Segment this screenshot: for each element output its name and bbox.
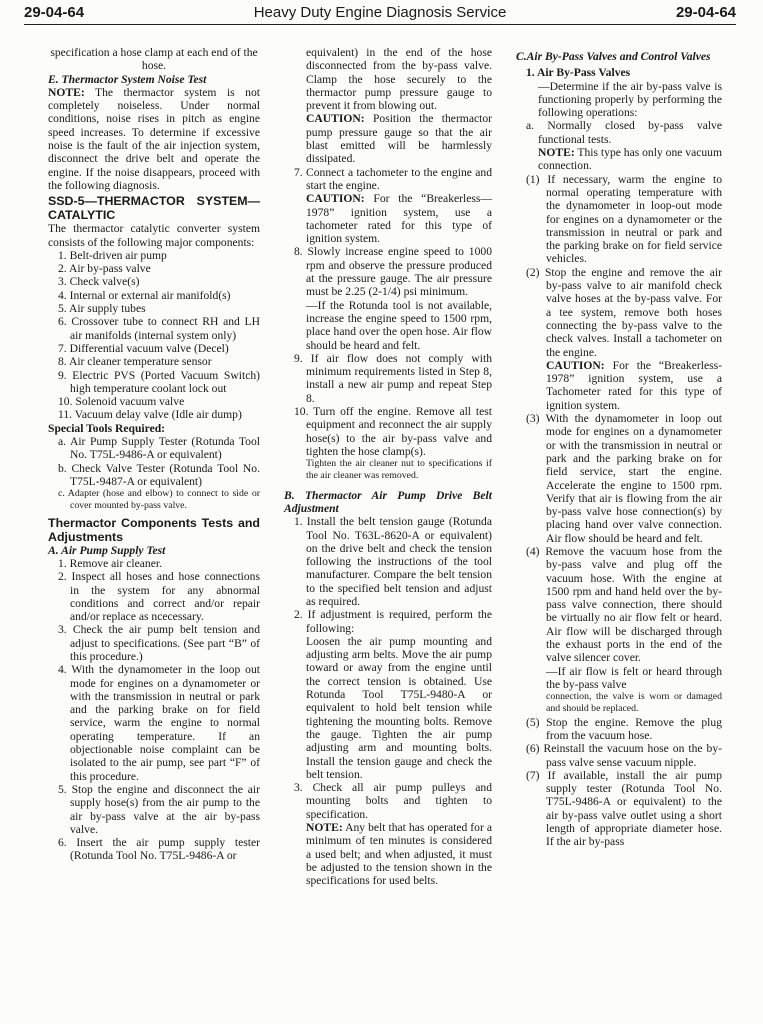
list-item: (3) With the dynamometer in loop out mode for engines on a dynamometer or with the transmission in neutral or park and the parking brake on for field service, start the engine. Accelerate the engine to 1500 rpm. Verify that air is flowing from the air by-pass valve hose connection(s) by placing hand over valve connection. Air flow should be heard and felt. [526,412,722,545]
list-item: (2) Stop the engine and remove the air by-pass valve to air manifold check valve hoses at the by-pass valve. For a tee system, remove both hoses connecting the by-pass valve to the check valves. Install a tachometer on the engine. [526,265,722,359]
list-item-continuation: Loosen the air pump mounting and adjusting arm belts. Move the air pump toward or away from the engine until the correct tension is obtained. Use Rotunda Tool T75L-9480-A or equivalent to hold belt tension while tightening the mounting bolts. Remove the gauge. Tighten the air pump adjusting arm and mounting bolts. Install the tension gauge and check the belt tension. [306,634,492,781]
list-item: 2. Air by-pass valve [58,262,151,276]
list-item: (6) Reinstall the vacuum hose on the by-pass valve sense vacuum nipple. [526,742,722,769]
list-item: 5. Stop the engine and disconnect the air supply hose(s) from the air pump to the air by-pass valve at the air by-pass valve. [58,782,260,836]
caution-note: CAUTION: For the “Breakerless—1978” ignition system, use a tachometer rated for this type of ignition system. [306,192,492,246]
continued-text: specification a hose clamp at each end of the hose. [50,46,258,73]
list-item: 8. Air cleaner temperature sensor [58,355,212,369]
list-item: 1. Remove air cleaner. [58,556,162,570]
list-item: 10. Turn off the engine. Remove all test equipment and reconnect the air supply hose(s) to the air by-pass valve and tighten the hose clamp(s). [294,405,492,458]
list-item: 10. Solenoid vacuum valve [58,395,185,409]
column-middle [284,46,492,888]
list-item: 7. Differential vacuum valve (Decel) [58,341,229,355]
continued-text: equivalent) in the end of the hose disconnected from the by-pass valve. Clamp the hose securely to the thermactor pump pressure gauge to prevent it from blowing out. [306,46,492,113]
list-item: b. Check Valve Tester (Rotunda Tool No. T75L-9487-A or equivalent) [58,461,260,488]
caution-note: CAUTION: Position the thermactor pump pressure gauge so that the air blast emitted will be harmlessly dissipated. [306,112,492,166]
list-item: 5. Air supply tubes [58,302,146,316]
page-header [24,4,736,26]
column-right [516,46,722,849]
ssd-intro: The thermactor catalytic converter system consists of the following major components: [48,222,260,249]
list-item: 3. Check all air pump pulleys and mounting bolts and tighten to specification. [294,781,492,821]
column-left [48,46,260,863]
tests-heading: Thermactor Components Tests and Adjustments [48,515,260,544]
list-item: 1. Install the belt tension gauge (Rotunda Tool No. T63L-8620-A or equivalent) on the drive belt and check the tension following the instructions of the tool manufacturer. Compare the belt tension to the specified belt tension and adjust as required. [294,515,492,608]
list-item-continuation: —If air flow is felt or heard through the by-pass valve [546,664,722,691]
list-item: 8. Slowly increase engine speed to 1000 rpm and observe the pressure produced at the pressure gauge. The air pressure must be 2.25 (2-1/4) psi minimum. [294,245,492,299]
list-item: a. Air Pump Supply Tester (Rotunda Tool No. T75L-9486-A or equivalent) [58,435,260,462]
list-item-continuation: Tighten the air cleaner nut to specifications if the air cleaner was removed. [306,458,492,482]
note-text: NOTE: This type has only one vacuum connection. [538,146,722,173]
list-item: 6. Crossover tube to connect RH and LH air manifolds (internal system only) [58,315,260,342]
list-item: 7. Connect a tachometer to the engine and start the engine. [294,165,492,192]
section-b-heading: B. Thermactor Air Pump Drive Belt Adjustment [284,488,492,515]
section-e-note: NOTE: The thermactor system is not completely noiseless. Under normal conditions, noise rises in pitch as engine speed increases. To determine if excessive noise is the fault of the air injection system, disconnect the drive belt and operate the engine. If the noise disappears, proceed with the following diagnosis. [48,85,260,192]
list-item-continuation: connection, the valve is worn or damaged and should be replaced. [546,691,722,715]
list-item: (4) Remove the vacuum hose from the by-pass valve and plug off the vacuum hose. With the engine at 1500 rpm and hand held over the by-pass valve connection, there should be virtually no air flow felt or heard. Air flow will be discharged through the exhaust ports in the end of the valve silencer cover. [526,544,722,665]
ssd-heading: SSD-5—THERMACTOR SYSTEM—CATALYTIC [48,194,260,223]
list-item: 9. Electric PVS (Ported Vacuum Switch) high temperature coolant lock out [58,368,260,395]
section-c-heading: C.Air By-Pass Valves and Control Valves [516,50,711,63]
list-item: 1. Belt-driven air pump [58,248,167,262]
list-item: 3. Check valve(s) [58,275,140,289]
page-title: Heavy Duty Engine Diagnosis Service [253,4,507,21]
list-item: 6. Insert the air pump supply tester (Rotunda Tool No. T75L-9486-A or [58,836,260,863]
list-item: 4. Internal or external air manifold(s) [58,288,231,302]
section-a-heading: A. Air Pump Supply Test [48,543,166,557]
list-item: (7) If available, install the air pump supply tester (Rotunda Tool No. T75L-9486-A or equivalent) to the air by-pass valve outlet using a short length of appropriate diameter hose. If the air by-pass [526,768,722,849]
list-item: a. Normally closed by-pass valve functional tests. [526,119,722,146]
list-item: 4. With the dynamometer in the loop out mode for engines on a dynamometer or with the transmission in neutral or park and the parking brake on for field service, warm the engine to normal operating temperature. If an objectionable noise complaint can be isolated to the air pump, see part “F” of this procedure. [58,663,260,783]
list-item: 11. Vacuum delay valve (Idle air dump) [58,408,242,422]
list-item-continuation: —If the Rotunda tool is not available, increase the engine speed to 1500 rpm, place hand over the open hose. Air flow should be heard and felt. [306,298,492,352]
list-item: 2. Inspect all hoses and hose connections in the system for any abnormal conditions and correct and/or repair and/or replace as ncecessary. [58,570,260,624]
note-text: NOTE: Any belt that has operated for a minimum of ten minutes is considered a used belt; and when adjusted, it must be adjusted to the tension shown in the specifications for used belts. [306,821,492,888]
page-number-right: 29-04-64 [675,4,736,21]
subsection-heading: 1. Air By-Pass Valves [526,66,631,80]
section-e-heading: E. Thermactor System Noise Test [48,72,207,86]
tools-heading: Special Tools Required: [48,421,166,435]
page-number-left: 29-04-64 [24,4,85,21]
list-item: 3. Check the air pump belt tension and adjust to specifications. (See part “B” of this procedure.) [58,623,260,663]
list-item: (1) If necessary, warm the engine to normal operating temperature with the dynamometer in loop-out mode for engines on a dynamometer or the transmission in neutral or park and the parking brake on for field service vehicles. [526,172,722,266]
list-item: 9. If air flow does not comply with minimum requirements listed in Step 8, install a new air pump and repeat Step 8. [294,351,492,405]
list-item: 2. If adjustment is required, perform the following: [294,608,492,635]
intro-text: —Determine if the air by-pass valve is functioning properly by performing the following operations: [538,79,722,120]
caution-note: CAUTION: For the “Breakerless-1978” ignition system, use a Tachometer rated for this type of ignition system. [546,358,722,412]
header-rule [24,24,736,25]
component-list [48,249,260,422]
list-item: c. Adapter (hose and elbow) to connect to side or cover mounted by-pass valve. [58,488,260,512]
list-item: (5) Stop the engine. Remove the plug from the vacuum hose. [526,715,722,742]
